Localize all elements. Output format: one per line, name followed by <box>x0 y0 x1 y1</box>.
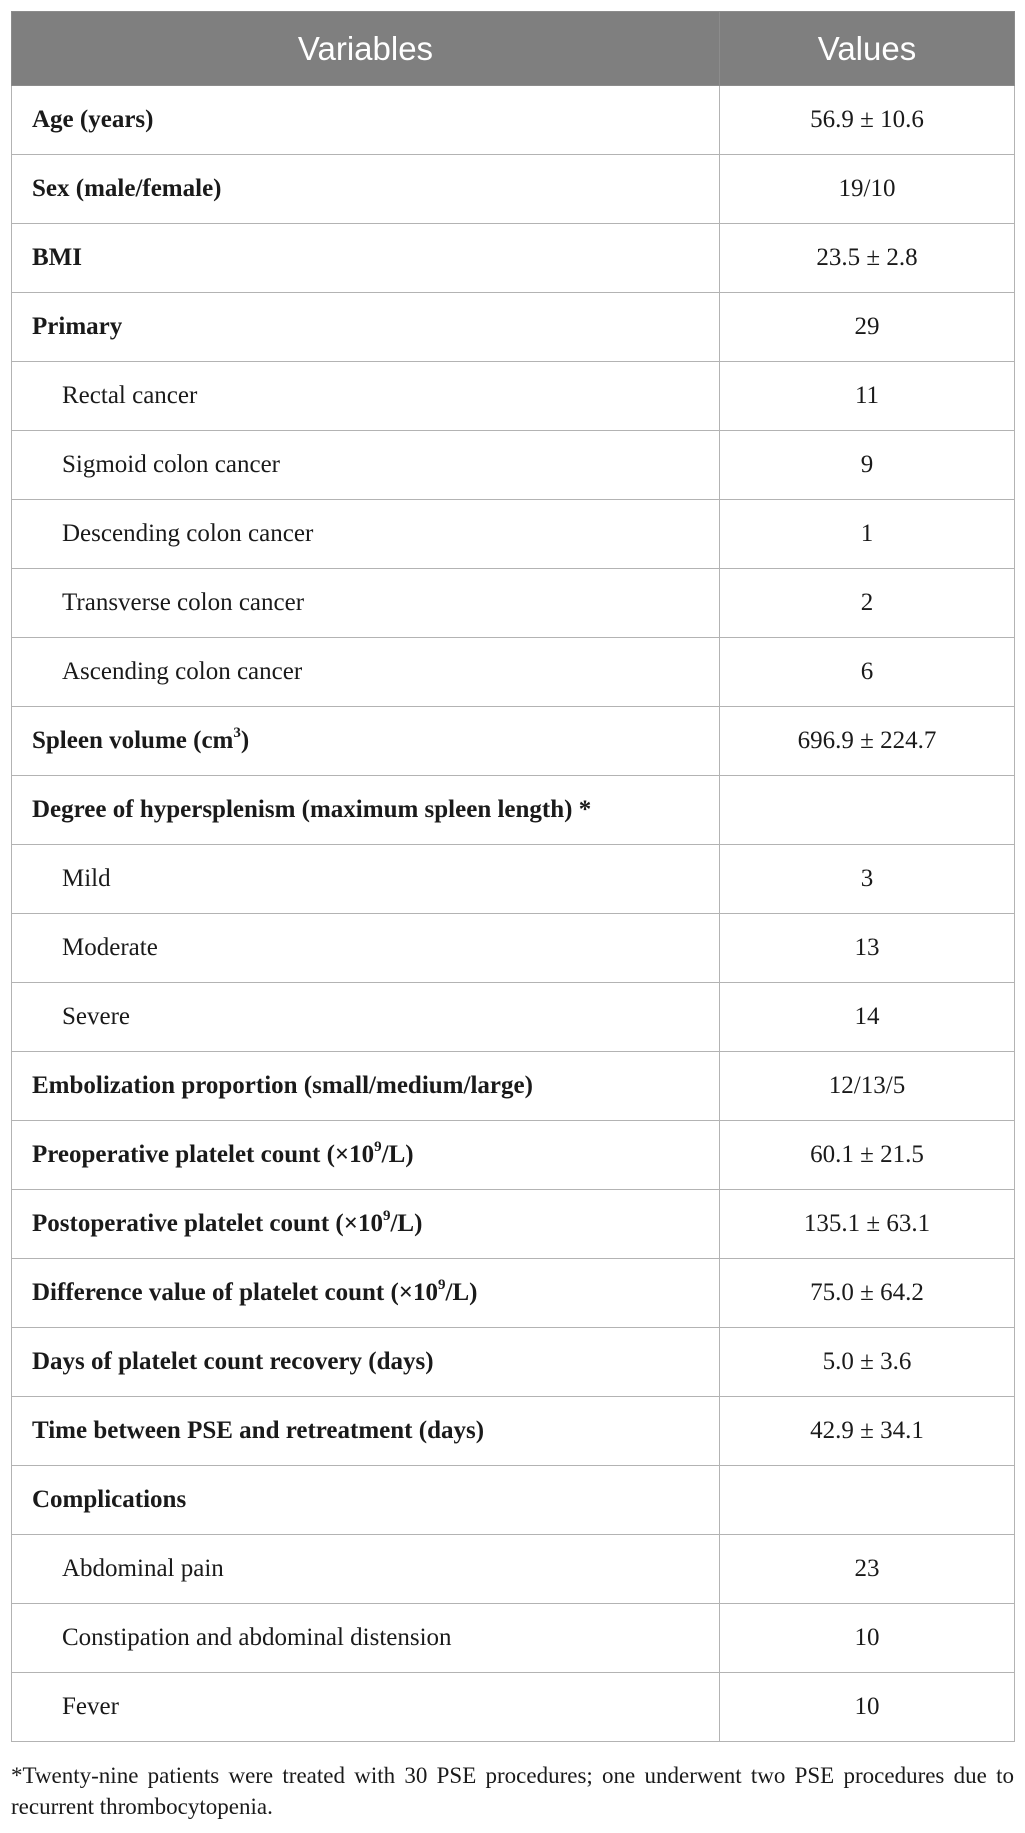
row-value: 60.1 ± 21.5 <box>720 1121 1015 1190</box>
header-variables: Variables <box>12 12 720 86</box>
row-label-text: Mild <box>62 865 111 892</box>
row-label <box>12 86 720 155</box>
table-row <box>12 1052 1015 1121</box>
row-value: 10 <box>720 1673 1015 1742</box>
row-value: 56.9 ± 10.6 <box>720 86 1015 155</box>
row-label <box>12 1328 720 1397</box>
row-label-text: Rectal cancer <box>62 382 198 409</box>
table-row <box>12 86 1015 155</box>
row-label <box>12 155 720 224</box>
row-label-text: Descending colon cancer <box>62 520 314 547</box>
variables-table <box>11 11 1015 1742</box>
row-label <box>12 1052 720 1121</box>
row-value <box>720 776 1015 845</box>
table-row <box>12 569 1015 638</box>
row-label-suffix: /L) <box>390 1210 423 1237</box>
row-label-superscript: 3 <box>233 724 241 741</box>
row-value: 696.9 ± 224.7 <box>720 707 1015 776</box>
row-label <box>12 1604 720 1673</box>
row-label-text: Preoperative platelet count (×10 <box>32 1141 375 1168</box>
row-label-text: Days of platelet count recovery (days) <box>32 1348 434 1375</box>
row-label <box>12 776 720 845</box>
table-row <box>12 224 1015 293</box>
row-label <box>12 914 720 983</box>
row-value: 13 <box>720 914 1015 983</box>
row-label <box>12 224 720 293</box>
row-value: 11 <box>720 362 1015 431</box>
table-row <box>12 983 1015 1052</box>
row-label <box>12 1121 720 1190</box>
row-label-suffix: ) <box>240 727 250 754</box>
row-label-text: Moderate <box>62 934 158 961</box>
table-row <box>12 431 1015 500</box>
row-label-suffix: /L) <box>445 1279 478 1306</box>
row-value: 29 <box>720 293 1015 362</box>
row-label-superscript: 9 <box>374 1138 382 1155</box>
row-label-superscript: 9 <box>438 1276 446 1293</box>
row-label <box>12 431 720 500</box>
row-value: 5.0 ± 3.6 <box>720 1328 1015 1397</box>
row-label <box>12 1466 720 1535</box>
table-row <box>12 1673 1015 1742</box>
row-value: 6 <box>720 638 1015 707</box>
table-row <box>12 914 1015 983</box>
table-row <box>12 776 1015 845</box>
table-row <box>12 293 1015 362</box>
table-row <box>12 1397 1015 1466</box>
row-value: 23.5 ± 2.8 <box>720 224 1015 293</box>
table-row <box>12 362 1015 431</box>
row-value: 10 <box>720 1604 1015 1673</box>
row-label <box>12 1673 720 1742</box>
table-row <box>12 1466 1015 1535</box>
row-value: 23 <box>720 1535 1015 1604</box>
table-row <box>12 1535 1015 1604</box>
row-value: 12/13/5 <box>720 1052 1015 1121</box>
table-body <box>12 86 1015 1742</box>
row-value <box>720 1466 1015 1535</box>
row-label-text: Complications <box>32 1486 187 1513</box>
row-label <box>12 845 720 914</box>
row-label <box>12 983 720 1052</box>
row-label-text: Embolization proportion (small/medium/large) <box>32 1072 533 1099</box>
row-label-suffix: /L) <box>381 1141 414 1168</box>
row-label-text: Time between PSE and retreatment (days) <box>32 1417 485 1444</box>
row-value: 135.1 ± 63.1 <box>720 1190 1015 1259</box>
row-label <box>12 1397 720 1466</box>
data-table-container <box>11 11 1014 1742</box>
row-label-text: Ascending colon cancer <box>62 658 303 685</box>
row-label <box>12 500 720 569</box>
row-value: 19/10 <box>720 155 1015 224</box>
table-row <box>12 155 1015 224</box>
row-label-text: Constipation and abdominal distension <box>62 1624 452 1651</box>
table-row <box>12 1328 1015 1397</box>
row-label <box>12 638 720 707</box>
table-row <box>12 707 1015 776</box>
row-label <box>12 293 720 362</box>
row-label-text: Severe <box>62 1003 131 1030</box>
table-header-row <box>12 12 1015 86</box>
row-label-text: BMI <box>32 244 82 271</box>
row-value: 9 <box>720 431 1015 500</box>
row-label-superscript: 9 <box>382 1207 391 1224</box>
row-label <box>12 362 720 431</box>
table-row <box>12 845 1015 914</box>
row-value: 1 <box>720 500 1015 569</box>
table-row <box>12 1190 1015 1259</box>
row-label-text: Degree of hypersplenism (maximum spleen length) * <box>32 796 592 823</box>
row-label-text: Primary <box>32 313 123 340</box>
row-value: 42.9 ± 34.1 <box>720 1397 1015 1466</box>
header-values: Values <box>720 12 1015 86</box>
row-label-text: Fever <box>62 1693 119 1720</box>
row-label <box>12 1190 720 1259</box>
row-value: 14 <box>720 983 1015 1052</box>
table-row <box>12 1604 1015 1673</box>
row-label-text: Abdominal pain <box>62 1555 224 1582</box>
table-row <box>12 638 1015 707</box>
row-label-text: Sex (male/female) <box>32 175 222 202</box>
table-footnote: *Twenty-nine patients were treated with 30 PSE procedures; one underwent two PSE procedures due to recurrent thrombocytopenia. <box>11 1763 1014 1819</box>
row-label-text: Postoperative platelet count (×10 <box>32 1210 383 1237</box>
row-label-text: Sigmoid colon cancer <box>62 451 280 478</box>
row-value: 75.0 ± 64.2 <box>720 1259 1015 1328</box>
row-value: 2 <box>720 569 1015 638</box>
row-label <box>12 569 720 638</box>
row-label-text: Age (years) <box>32 106 154 133</box>
row-label <box>12 1259 720 1328</box>
table-row <box>12 500 1015 569</box>
row-label <box>12 707 720 776</box>
table-row <box>12 1121 1015 1190</box>
row-label-text: Spleen volume (cm <box>32 727 234 754</box>
row-value: 3 <box>720 845 1015 914</box>
row-label-text: Transverse colon cancer <box>62 589 305 616</box>
row-label-text: Difference value of platelet count (×10 <box>32 1279 439 1306</box>
row-label <box>12 1535 720 1604</box>
table-row <box>12 1259 1015 1328</box>
